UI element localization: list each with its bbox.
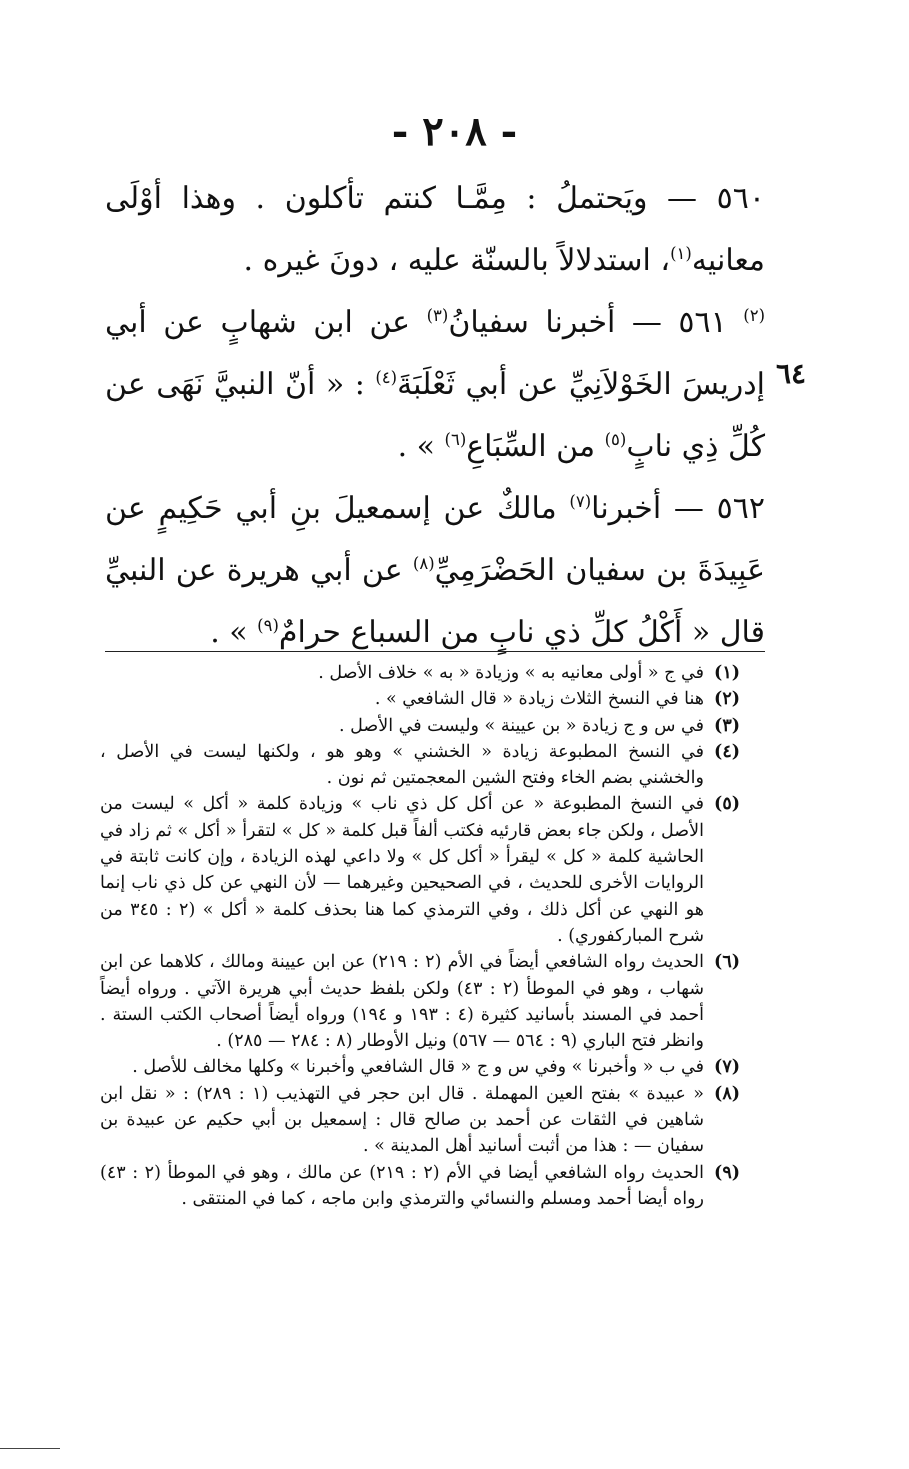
footnote	[100, 686, 740, 712]
footnote-number: (٦)	[714, 952, 740, 973]
footnote-number: (٣)	[714, 715, 740, 736]
paragraph-text: عن ابن شهابٍ عن أبي إدريسَ الخَوْلاَنِيِّ عن أبي ثَعْلَبَةَ	[105, 305, 765, 402]
footnotes	[100, 660, 740, 1212]
footnote-number: (٢)	[714, 689, 740, 710]
footnote-number: (٤)	[714, 741, 740, 762]
paragraph-text: » .	[210, 615, 258, 650]
footnote	[100, 949, 740, 1054]
footnote-ref: (٢)	[743, 306, 765, 325]
footnote-ref: (٥)	[604, 430, 627, 449]
footnote	[100, 791, 740, 949]
footnote	[100, 713, 740, 739]
paragraph-560	[105, 168, 765, 292]
footnote	[100, 660, 740, 686]
footnote-divider	[105, 651, 765, 652]
paragraph-562	[105, 478, 765, 664]
footnote-ref: (٧)	[569, 492, 592, 511]
footnote-number: (١)	[714, 663, 740, 683]
footnote-ref: (٣)	[426, 306, 449, 325]
footnote	[100, 1160, 740, 1213]
footnote	[100, 739, 740, 792]
margin-number: ٦٤	[776, 357, 807, 390]
footnote-number: (٥)	[714, 794, 740, 815]
footnote-text: في النسخ المطبوعة « عن أكل كل ذي ناب » وزيادة كلمة « أكل » ليست من الأصل ، ولكن جاء بعض قارئيه فكتب ألفاً قبل كلمة « كل » لتقرأ « أكل » ثم زاد في الحاشية كلمة « كل » ليقرأ « أكل كل » ولا داعي لهذه الزيادة ، وإن كانت ثابتة في الروايات الأخرى للحديث ، في الصحيحين وغيرهما — لأن النهي عن كل ذي ناب إنما هو النهي عن أكل ذلك ، وفي الترمذي كما هنا بحذف كلمة « أكل » (٢ : ٣٤٥ من شرح المباركفوري) .	[100, 794, 704, 946]
footnote-ref: (٩)	[257, 616, 279, 635]
paragraph-text: ٥٦١ — أخبرنا سفيانُ	[448, 305, 727, 340]
footnote-ref: (١)	[670, 244, 692, 263]
footnote-ref: (٦)	[444, 430, 467, 449]
scan-edge-line	[0, 1448, 60, 1449]
paragraph-text: ، استدلالاً بالسنّة عليه ، دونَ غيره .	[243, 243, 671, 278]
footnote-text: « عبيدة » بفتح العين المهملة . قال ابن حجر في التهذيب (١ : ٢٨٩) : « نقل ابن شاهين في الثقات عن أحمد بن صالح قال : إسمعيل بن أبي حكيم عن عبيدة بن سفيان — : هذا من أثبت أسانيد أهل المدينة » .	[100, 1083, 704, 1157]
footnote-text: هنا في النسخ الثلاث زيادة « قال الشافعي » .	[374, 689, 704, 710]
paragraph-text: عن أبي هريرة عن النبيِّ قال « أَكْلُ كلِّ ذي نابٍ من السباع حرامٌ	[105, 553, 765, 650]
footnote-ref: (٤)	[375, 368, 398, 387]
footnote-number: (٩)	[714, 1162, 740, 1183]
footnote-text: في ج « أولى معانيه به » وزيادة « به » خلاف الأصل .	[318, 663, 704, 683]
footnote	[100, 1054, 740, 1080]
page-number: - ٢٠٨ -	[391, 108, 518, 155]
footnote-text: الحديث رواه الشافعي أيضا في الأم (٢ : ٢١٩) عن مالك ، وهو في الموطأ (٢ : ٤٣) رواه أيضا أحمد ومسلم والنسائي والترمذي وابن ماجه ، كما في المنتقى .	[100, 1162, 704, 1209]
footnote-text: في س و ج زيادة « بن عيينة » وليست في الأصل .	[338, 715, 704, 736]
footnote-number: (٨)	[714, 1083, 740, 1104]
footnote	[100, 1081, 740, 1160]
paragraph-text: : « أنّ النبيَّ نَهَى عن كُلِّ ذِي نابٍ	[105, 367, 765, 464]
footnote-number: (٧)	[714, 1057, 740, 1078]
paragraph-561	[105, 292, 765, 478]
footnote-text: في ب « وأخبرنا » وفي س و ج « قال الشافعي وأخبرنا » وكلها مخالف للأصل .	[132, 1057, 704, 1078]
footnote-text: في النسخ المطبوعة زيادة « الخشني » وهو هو ، ولكنها ليست في الأصل ، والخشني بضم الخاء وفتح الشين المعجمتين ثم نون .	[100, 741, 704, 789]
paragraph-text: » .	[397, 429, 445, 464]
paragraph-text: ٥٦٢ — أخبرنا	[591, 491, 765, 526]
paragraph-text: من السِّبَاعِ	[466, 429, 605, 464]
footnote-text: الحديث رواه الشافعي أيضاً في الأم (٢ : ٢١٩) عن ابن عيينة ومالك ، كلاهما عن ابن شهاب ، وهو في الموطأ (٢ : ٤٣) ولكن بلفظ حديث أبي هريرة الآتي . ورواه أيضاً أحمد في المسند بأسانيد كثيرة (٤ : ١٩٣ و ١٩٤) ورواه أيضاً أصحاب الكتب الستة . وانظر فتح الباري (٩ : ٥٦٤ — ٥٦٧) ونيل الأوطار (٨ : ٢٨٤ — ٢٨٥) .	[100, 952, 705, 1052]
main-text	[105, 168, 765, 664]
paragraph-text: مالكٌ عن إسمعيلَ بنِ أبي حَكِيمٍ عن عَبِيدَةَ بن سفيان الحَضْرَمِيِّ	[105, 491, 765, 588]
paragraph-text: ٥٦٠ — ويَحتملُ : مِمَّـا كنتم تأكلون . وهذا أوْلَى معانيه	[105, 181, 765, 278]
footnote-ref: (٨)	[412, 554, 435, 573]
